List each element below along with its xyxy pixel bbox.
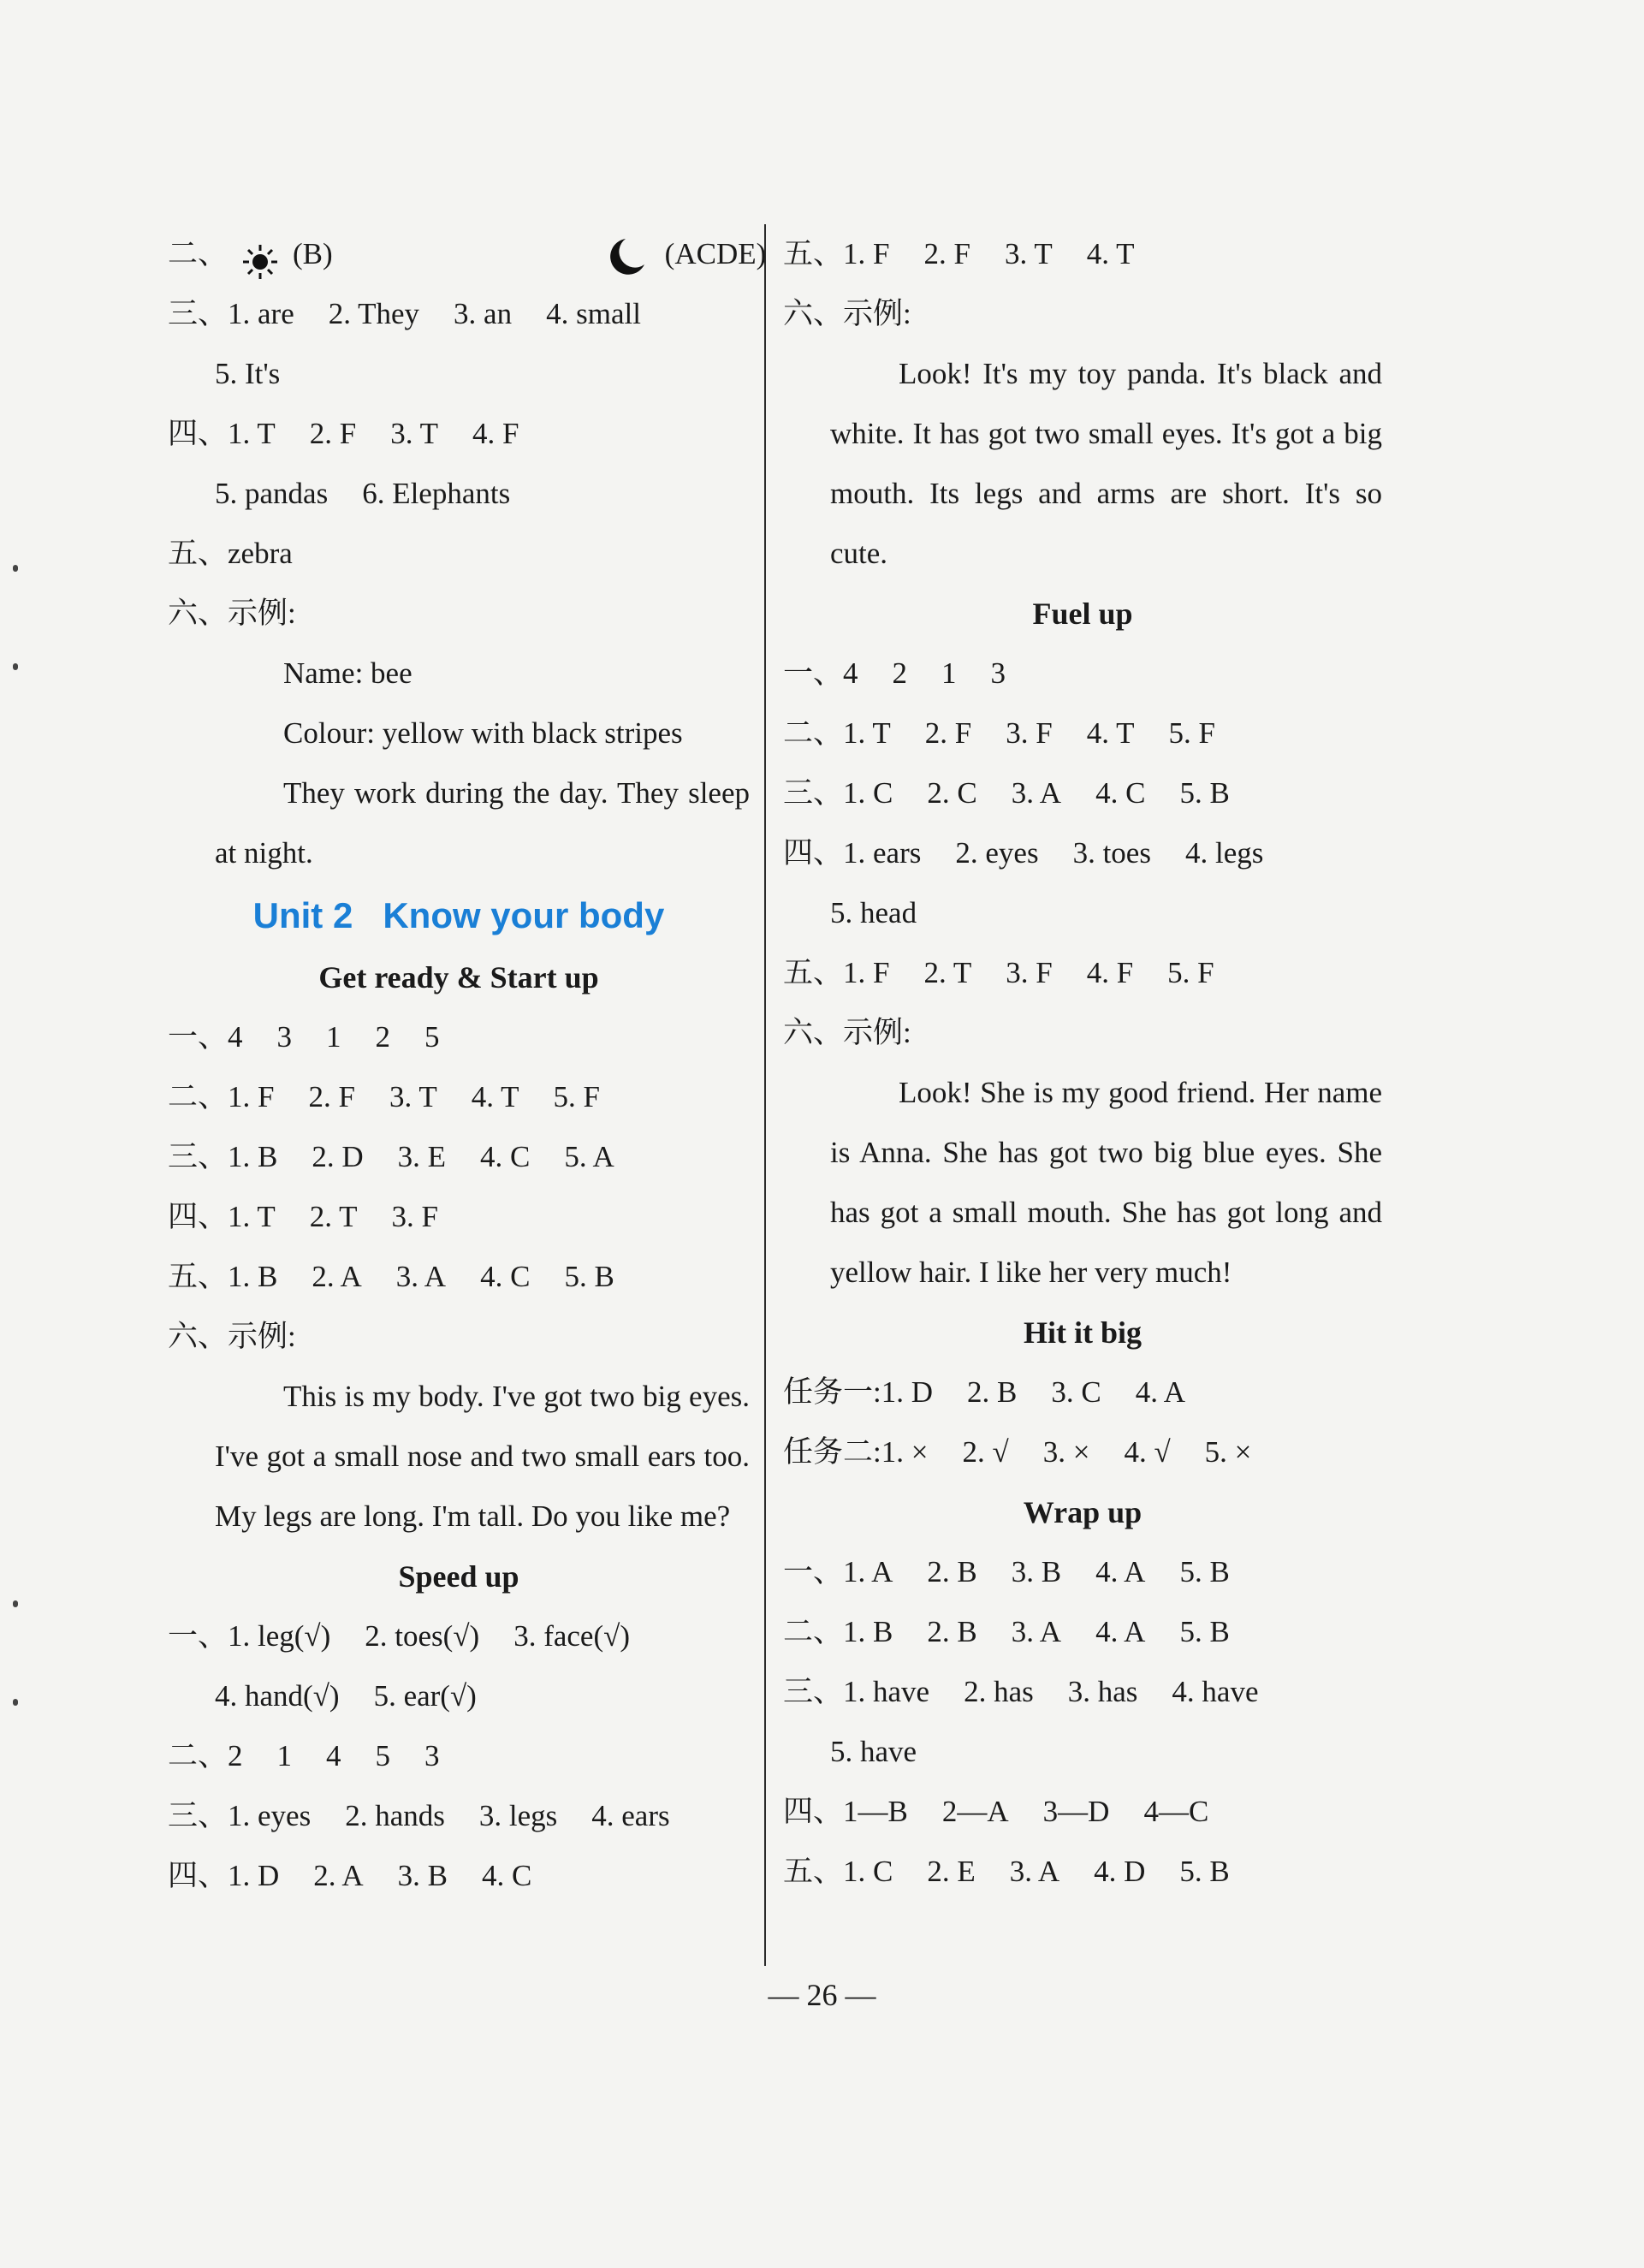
answer-item: 4. A <box>1095 1615 1146 1648</box>
scan-mark <box>13 1699 18 1706</box>
answer-item: 3 <box>276 1020 293 1054</box>
answer-item: 3. F <box>1006 716 1053 750</box>
left-column <box>168 224 767 1906</box>
answer-item: 2 <box>892 656 908 690</box>
example-text: Look! She is my good friend. Her name is Anna. She has got two big blue eyes. She has got a small mouth. She has got long and yellow hair. I like her very much! <box>830 1076 1382 1289</box>
example-text: They work during the day. They sleep at night. <box>215 776 750 870</box>
answer-line <box>783 1842 1382 1902</box>
answer-item: 3. an <box>454 297 513 330</box>
answer-line <box>168 1846 750 1906</box>
answer-item: 4. A <box>1095 1555 1146 1588</box>
example-text: This is my body. I've got two big eyes. I've got a small nose and two small ears too. My legs are long. I'm tall. Do you like me? <box>215 1380 750 1533</box>
answer-item: 1. T <box>228 417 276 450</box>
answer-line <box>783 823 1382 883</box>
answer-line <box>168 404 750 464</box>
answer-item: 5. B <box>1179 1855 1230 1888</box>
answer-line <box>783 704 1382 763</box>
question-label: 五、 <box>168 537 228 570</box>
answer-item: 2. eyes <box>955 836 1039 870</box>
answer-item: 6. Elephants <box>362 477 511 510</box>
scan-mark <box>13 565 18 572</box>
answer-line <box>168 584 750 644</box>
answer-item: 5. have <box>830 1735 917 1768</box>
answer-line <box>168 644 750 704</box>
answer-line <box>168 1067 750 1127</box>
page-number: — 26 — <box>768 1978 876 2012</box>
answer-line <box>783 1363 1382 1422</box>
answer-item: 5. F <box>553 1080 600 1113</box>
answer-item: 1. have <box>843 1675 930 1708</box>
answer-item: 1. F <box>228 1080 275 1113</box>
answer-item: 3. B <box>1011 1555 1062 1588</box>
answer-item: 5. B <box>1179 1555 1230 1588</box>
answer-item: 2. B <box>967 1375 1018 1409</box>
answer-line <box>168 224 767 284</box>
answer-item: 5. B <box>1179 776 1230 810</box>
question-label: 三、 <box>168 1799 228 1832</box>
answer-item: 1. F <box>843 237 890 270</box>
answer-item: 3. T <box>1004 237 1053 270</box>
answer-item: 4. legs <box>1184 836 1264 870</box>
answer-item: 1. are <box>228 297 294 330</box>
answer-item: 1. ears <box>843 836 922 870</box>
answer-item: 1. B <box>228 1140 278 1173</box>
question-label: 二、 <box>783 716 844 750</box>
answer-item: 1. D <box>881 1375 934 1409</box>
answer-line <box>783 1542 1382 1602</box>
answer-item: 4. ears <box>591 1799 670 1832</box>
example-paragraph <box>783 1063 1382 1303</box>
answer-item: 5. A <box>564 1140 614 1173</box>
answer-line <box>783 1003 1382 1063</box>
answer-item: 1. × <box>881 1435 929 1469</box>
answer-item: 5 <box>375 1739 391 1772</box>
answer-item: 3. A <box>1011 1615 1062 1648</box>
answer-item: 3. has <box>1067 1675 1138 1708</box>
answer-item: 2. D <box>312 1140 364 1173</box>
answer-item: 3. face(√) <box>513 1619 630 1653</box>
moon-answer: (ACDE) <box>664 237 767 270</box>
answer-line <box>168 1606 750 1666</box>
answer-item: 2—A <box>941 1795 1009 1828</box>
scan-mark <box>13 663 18 670</box>
answer-line <box>168 1187 750 1247</box>
answer-item: 1 <box>941 656 957 690</box>
answer-item: 5. head <box>830 896 917 929</box>
question-label: 六、示例: <box>168 1320 296 1353</box>
answer-item: 3. F <box>391 1200 438 1233</box>
answer-item: 5. It's <box>215 357 281 390</box>
answer-line <box>783 644 1382 704</box>
answer-line <box>783 1662 1382 1722</box>
question-label: 一、 <box>783 1555 844 1588</box>
answer-item: 3. C <box>1051 1375 1101 1409</box>
answer-item: 2. They <box>328 297 420 330</box>
answer-item: 1. A <box>843 1555 893 1588</box>
answer-item: zebra <box>228 537 293 570</box>
answer-item: 1. C <box>843 776 893 810</box>
example-text: Name: bee <box>283 656 412 690</box>
question-label: 五、 <box>783 1855 844 1888</box>
sun-icon <box>243 240 277 274</box>
question-label: 三、 <box>783 1675 844 1708</box>
answer-item: 4. T <box>1086 237 1135 270</box>
answer-item: 1. B <box>228 1260 278 1293</box>
answer-item: 4. F <box>472 417 519 450</box>
answer-item: 3. F <box>1006 956 1053 989</box>
question-label: 三、 <box>783 776 844 810</box>
answer-line <box>783 1602 1382 1662</box>
question-label: 一、 <box>783 656 844 690</box>
right-column <box>783 224 1382 1902</box>
answer-item: 4. hand(√) <box>215 1679 340 1713</box>
answer-line <box>783 763 1382 823</box>
section-title: Fuel up <box>1032 597 1133 631</box>
section-title: Get ready & Start up <box>318 960 599 994</box>
unit-title: Unit 2 Know your body <box>252 895 665 935</box>
answer-line <box>783 883 1382 943</box>
answer-line <box>783 943 1382 1003</box>
question-label: 二、 <box>783 1615 844 1648</box>
answer-item: 2. hands <box>345 1799 445 1832</box>
answer-item: 5. × <box>1204 1435 1252 1469</box>
question-label: 四、 <box>168 1859 228 1892</box>
answer-item: 2. T <box>923 956 972 989</box>
answer-item: 2. B <box>927 1555 977 1588</box>
answer-item: 3. toes <box>1072 836 1151 870</box>
answer-item: 4. have <box>1172 1675 1259 1708</box>
answer-line <box>783 224 1382 284</box>
task-label: 任务二: <box>783 1435 881 1469</box>
answer-item: 3 <box>424 1739 440 1772</box>
answer-item: 3. × <box>1042 1435 1090 1469</box>
answer-line <box>168 1247 750 1307</box>
answer-item: 4. T <box>471 1080 519 1113</box>
section-title: Hit it big <box>1023 1315 1142 1350</box>
example-text: Look! It's my toy panda. It's black and white. It has got two small eyes. It's got a big mouth. Its legs and arms are short. It's so cute. <box>830 357 1382 570</box>
answer-item: 3. B <box>397 1859 448 1892</box>
answer-item: 4 <box>843 656 858 690</box>
question-label: 二、 <box>168 1080 228 1113</box>
answer-item: 5 <box>424 1020 440 1054</box>
answer-item: 2. F <box>309 417 357 450</box>
answer-item: 3. A <box>1011 776 1062 810</box>
answer-item: 5. F <box>1167 956 1214 989</box>
answer-item: 4. F <box>1086 956 1134 989</box>
question-label: 六、示例: <box>783 1016 911 1049</box>
answer-item: 4. C <box>482 1859 532 1892</box>
answer-item: 3 <box>990 656 1006 690</box>
answer-item: 2. A <box>313 1859 364 1892</box>
example-text: Colour: yellow with black stripes <box>283 716 683 750</box>
answer-line <box>168 1726 750 1786</box>
answer-item: 2. F <box>308 1080 355 1113</box>
answer-item: 1 <box>276 1739 293 1772</box>
answer-item: 1. C <box>843 1855 893 1888</box>
answer-item: 1. leg(√) <box>228 1619 331 1653</box>
question-label: 五、 <box>783 956 844 989</box>
moon-icon <box>607 235 650 278</box>
answer-item: 3. T <box>389 1080 437 1113</box>
answer-item: 4. small <box>546 297 641 330</box>
answer-item: 4. C <box>480 1260 531 1293</box>
answer-line <box>783 1782 1382 1842</box>
answer-item: 2 <box>375 1020 391 1054</box>
example-paragraph <box>168 1367 750 1547</box>
answer-item: 5. B <box>1179 1615 1230 1648</box>
answer-item: 1. eyes <box>228 1799 312 1832</box>
question-label: 二、 <box>168 1739 228 1772</box>
column-divider <box>764 224 766 1966</box>
answer-line <box>168 1307 750 1367</box>
answer-item: 2. toes(√) <box>365 1619 480 1653</box>
answer-item: 2. √ <box>962 1435 1009 1469</box>
answer-item: 1—B <box>843 1795 908 1828</box>
answer-item: 1 <box>326 1020 341 1054</box>
question-label: 一、 <box>168 1619 228 1653</box>
answer-item: 3—D <box>1042 1795 1110 1828</box>
answer-item: 3. A <box>395 1260 447 1293</box>
answer-item: 2. T <box>309 1200 358 1233</box>
answer-item: 1. F <box>843 956 890 989</box>
answer-item: 5. B <box>564 1260 614 1293</box>
question-label: 三、 <box>168 297 228 330</box>
answer-item: 1. D <box>228 1859 280 1892</box>
question-label: 六、示例: <box>168 597 296 630</box>
answer-item: 3. T <box>390 417 438 450</box>
example-paragraph <box>168 763 750 883</box>
answer-line <box>168 1007 750 1067</box>
answer-item: 3. E <box>397 1140 447 1173</box>
answer-line <box>168 1127 750 1187</box>
answer-item: 2. E <box>927 1855 976 1888</box>
answer-item: 2. F <box>924 716 972 750</box>
answer-item: 3. A <box>1009 1855 1060 1888</box>
answer-item: 4—C <box>1143 1795 1209 1828</box>
answer-item: 2. A <box>312 1260 362 1293</box>
answer-line <box>783 284 1382 344</box>
task-label: 任务一: <box>783 1375 881 1409</box>
answer-line <box>783 1722 1382 1782</box>
answer-line <box>168 1786 750 1846</box>
answer-item: 2. F <box>923 237 970 270</box>
answer-line <box>168 704 750 763</box>
answer-item: 4. A <box>1135 1375 1186 1409</box>
example-paragraph <box>783 344 1382 584</box>
answer-item: 1. B <box>843 1615 893 1648</box>
answer-item: 3. legs <box>478 1799 558 1832</box>
question-label: 五、 <box>168 1260 228 1293</box>
answer-line <box>168 1666 750 1726</box>
answer-item: 4. D <box>1094 1855 1146 1888</box>
answer-item: 2. B <box>927 1615 977 1648</box>
answer-item: 5. pandas <box>215 477 329 510</box>
answer-item: 4 <box>228 1020 243 1054</box>
answer-line <box>783 1422 1382 1482</box>
answer-item: 1. T <box>843 716 891 750</box>
answer-line <box>168 284 750 344</box>
question-label: 四、 <box>783 1795 844 1828</box>
question-label: 二、 <box>168 237 228 270</box>
answer-item: 2. C <box>927 776 977 810</box>
sun-answer: (B) <box>293 237 333 270</box>
answer-line <box>168 524 750 584</box>
answer-item: 4. C <box>480 1140 531 1173</box>
answer-item: 4 <box>326 1739 341 1772</box>
question-label: 四、 <box>168 417 228 450</box>
answer-item: 5. ear(√) <box>373 1679 477 1713</box>
answer-item: 2 <box>228 1739 243 1772</box>
question-label: 六、示例: <box>783 297 911 330</box>
answer-item: 4. √ <box>1124 1435 1171 1469</box>
question-label: 四、 <box>783 836 844 870</box>
answer-item: 4. T <box>1086 716 1135 750</box>
answer-item: 4. C <box>1095 776 1146 810</box>
answer-line <box>168 344 750 404</box>
answer-line <box>168 464 750 524</box>
answer-item: 1. T <box>228 1200 276 1233</box>
section-title: Wrap up <box>1023 1495 1142 1529</box>
section-title: Speed up <box>398 1559 519 1594</box>
question-label: 三、 <box>168 1140 228 1173</box>
answer-item: 5. F <box>1168 716 1215 750</box>
scan-mark <box>13 1600 18 1607</box>
question-label: 五、 <box>783 237 844 270</box>
answer-item: 2. has <box>964 1675 1034 1708</box>
question-label: 一、 <box>168 1020 228 1054</box>
question-label: 四、 <box>168 1200 228 1233</box>
